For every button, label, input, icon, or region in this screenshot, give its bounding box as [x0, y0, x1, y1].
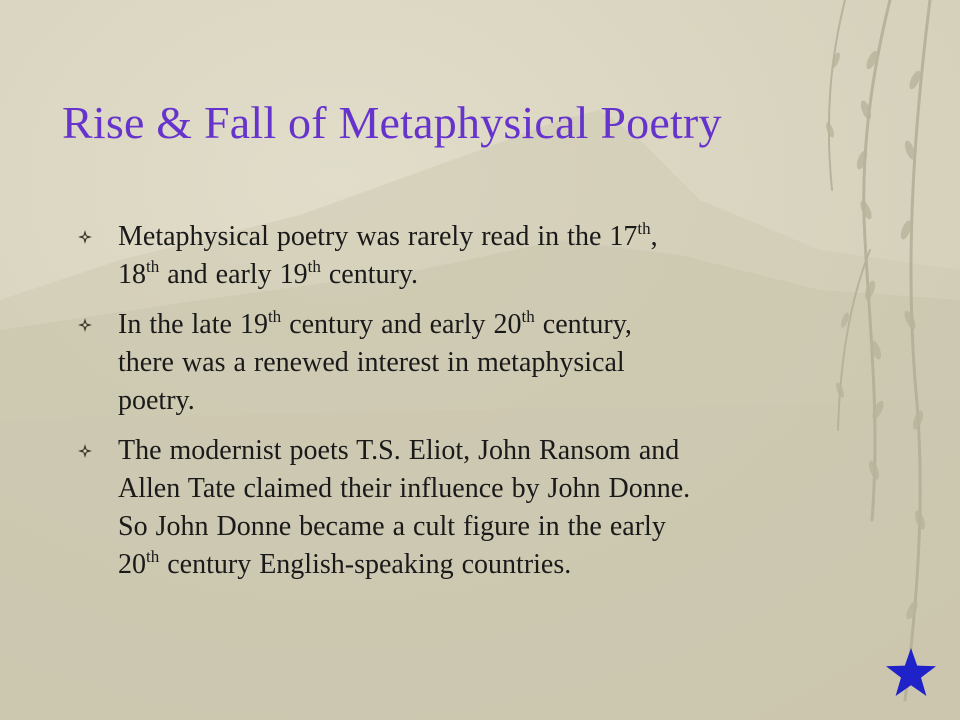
bullet-text: The modernist poets T.S. Eliot, John Ransom and Allen Tate claimed their influence by John Donne. So John Donne became a cult figure in the early 20th century English-speaking countries.: [118, 435, 691, 580]
four-petal-diamond-icon: [78, 444, 92, 458]
star-icon[interactable]: [884, 646, 938, 700]
bullet-text: Metaphysical poetry was rarely read in the 17th, 18th and early 19th century.: [118, 219, 658, 290]
bullet-list: [78, 218, 878, 596]
bullet-text: In the late 19th century and early 20th century, there was a renewed interest in metaphysical poetry.: [118, 307, 632, 416]
four-petal-diamond-icon: [78, 318, 92, 332]
four-petal-diamond-icon: [78, 230, 92, 244]
bullet-item-1: [78, 218, 878, 294]
slide-title: Rise & Fall of Metaphysical Poetry: [62, 97, 722, 148]
bullet-item-2: [78, 306, 878, 420]
bullet-item-3: [78, 432, 878, 584]
